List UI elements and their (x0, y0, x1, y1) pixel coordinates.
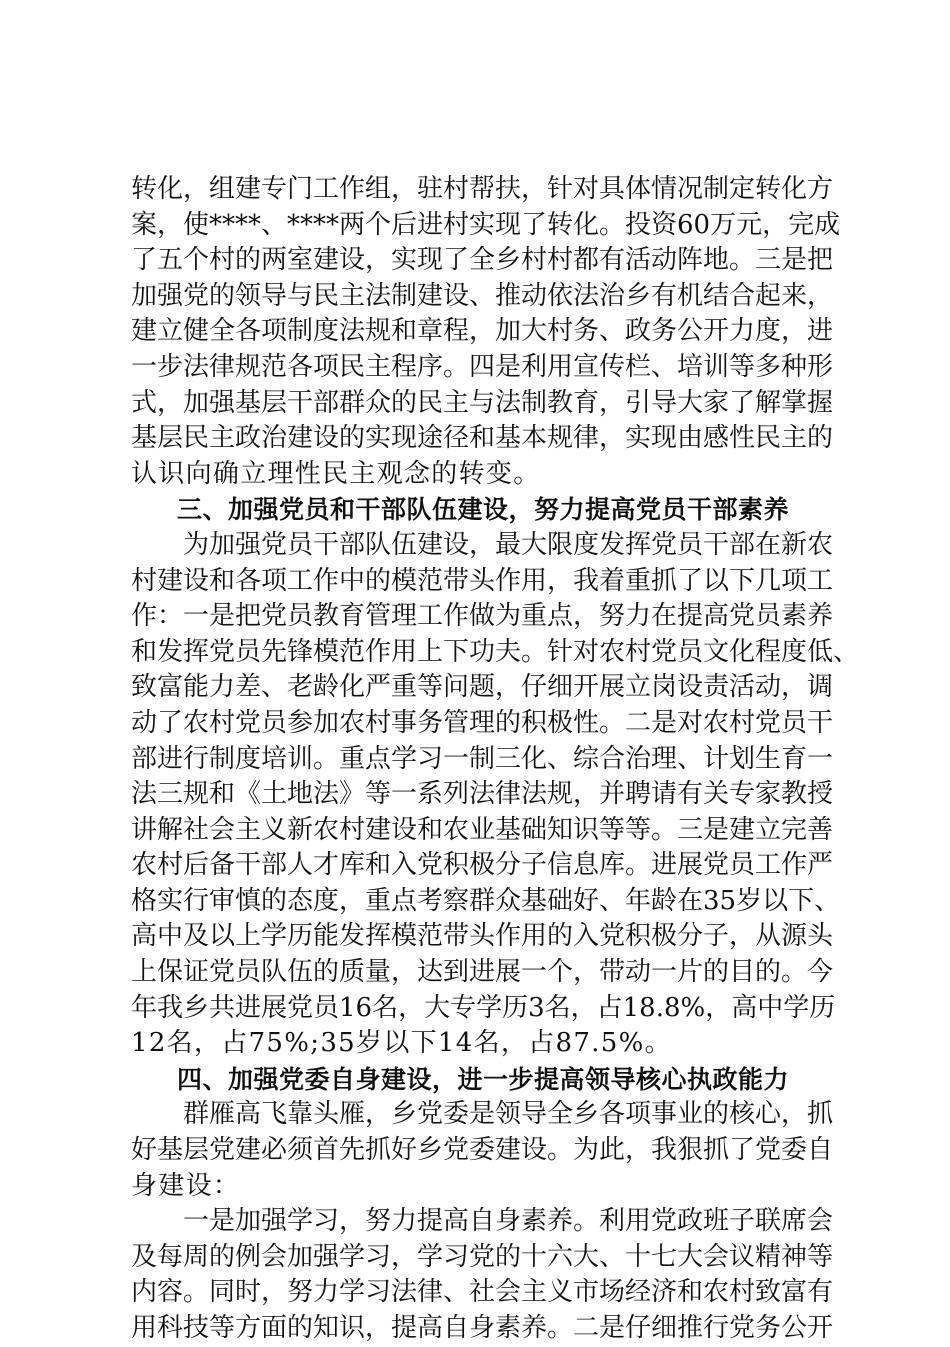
text-line: 一步法律规范各项民主程序。四是利用宣传栏、培训等多种形 (131, 351, 834, 382)
text-line: 案，使****、****两个后进村实现了转化。投资60万元，完成 (131, 209, 841, 240)
text-line: 一是加强学习，努力提高自身素养。利用党政班子联席会 (183, 1206, 834, 1237)
text-line: 内容。同时，努力学习法律、社会主义市场经济和农村致富有 (131, 1277, 834, 1308)
text-line: 认识向确立理性民主观念的转变。 (131, 458, 541, 489)
section-heading: 三、加强党员和干部队伍建设，努力提高党员干部素养 (177, 495, 790, 525)
text-line: 年我乡共进展党员16名，大专学历3名，占18.8%，高中学历 (131, 992, 836, 1023)
text-line: 法三规和《土地法》等一系列法律法规，并聘请有关专家教授 (131, 779, 834, 810)
text-line: 建立健全各项制度法规和章程，加大村务、政务公开力度，进 (131, 316, 834, 347)
text-line: 为加强党员干部队伍建设，最大限度发挥党员干部在新农 (183, 529, 834, 560)
text-line: 群雁高飞靠头雁，乡党委是领导全乡各项事业的核心，抓 (183, 1099, 834, 1130)
text-line: 式，加强基层干部群众的民主与法制教育，引导大家了解掌握 (131, 387, 834, 418)
text-line: 12名，占75%;35岁以下14名，占87.5%。 (131, 1028, 672, 1059)
text-line: 作：一是把党员教育管理工作做为重点，努力在提高党员素养 (131, 601, 834, 632)
text-line: 致富能力差、老龄化严重等问题，仔细开展立岗设责活动，调 (131, 672, 834, 703)
text-line: 基层民主政治建设的实现途径和基本规律，实现由感性民主的 (131, 423, 834, 454)
text-line: 加强党的领导与民主法制建设、推动依法治乡有机结合起来， (131, 280, 834, 311)
text-line: 好基层党建必须首先抓好乡党委建设。为此，我狠抓了党委自 (131, 1135, 834, 1166)
text-line: 转化，组建专门工作组，驻村帮扶，针对具体情况制定转化方 (131, 174, 834, 204)
text-line: 格实行审慎的态度，重点考察群众基础好、年龄在35岁以下、 (131, 885, 841, 916)
text-line: 用科技等方面的知识，提高自身素养。二是仔细推行党务公开 (131, 1313, 834, 1343)
text-line: 讲解社会主义新农村建设和农业基础知识等等。三是建立完善 (131, 814, 834, 845)
text-line: 身建设： (131, 1170, 241, 1201)
section-heading: 四、加强党委自身建设，进一步提高领导核心执政能力 (177, 1064, 790, 1094)
document-body (131, 172, 860, 1347)
text-line: 了五个村的两室建设，实现了全乡村村都有活动阵地。三是把 (131, 245, 834, 276)
text-line: 和发挥党员先锋模范作用上下功夫。针对农村党员文化程度低、 (131, 636, 860, 667)
text-line: 及每周的例会加强学习，学习党的十六大、十七大会议精神等 (131, 1241, 834, 1272)
text-line: 上保证党员队伍的质量，达到进展一个，带动一片的目的。今 (131, 957, 834, 988)
text-line: 高中及以上学历能发挥模范带头作用的入党积极分子，从源头 (131, 921, 834, 952)
text-line: 农村后备干部人才库和入党积极分子信息库。进展党员工作严 (131, 850, 834, 881)
text-line: 部进行制度培训。重点学习一制三化、综合治理、计划生育一 (131, 743, 834, 774)
text-line: 动了农村党员参加农村事务管理的积极性。二是对农村党员干 (131, 707, 834, 738)
text-line: 村建设和各项工作中的模范带头作用，我着重抓了以下几项工 (131, 565, 834, 596)
